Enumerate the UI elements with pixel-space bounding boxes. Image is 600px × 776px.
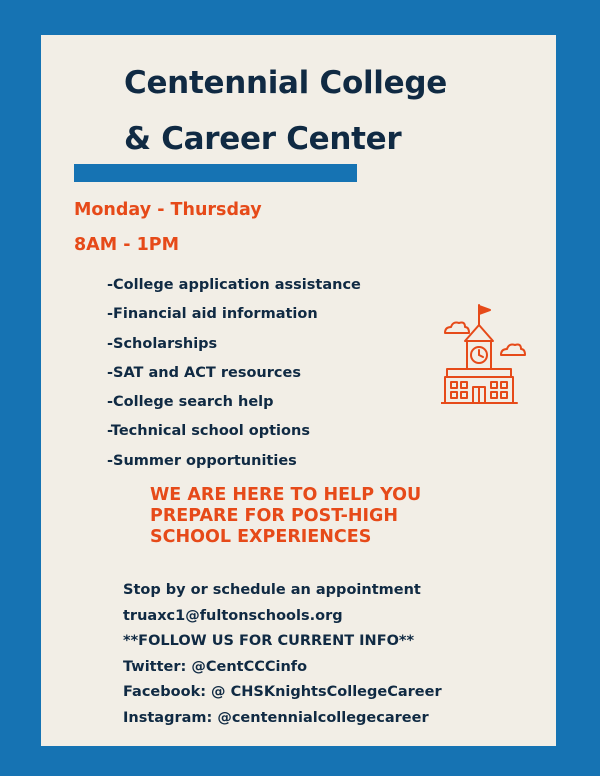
follow-note: **FOLLOW US FOR CURRENT INFO** (123, 633, 415, 649)
help-line-1: WE ARE HERE TO HELP YOU (150, 485, 422, 505)
help-line-3: SCHOOL EXPERIENCES (150, 527, 372, 547)
twitter-handle[interactable]: Twitter: @CentCCCinfo (123, 658, 308, 675)
contact-email[interactable]: truaxc1@fultonschools.org (123, 607, 343, 624)
service-item: -College application assistance (107, 277, 361, 293)
service-item: -Technical school options (107, 423, 310, 440)
flyer-card (41, 35, 556, 746)
facebook-handle[interactable]: Facebook: @ CHSKnightsCollegeCareer (123, 684, 442, 700)
service-item: -SAT and ACT resources (107, 364, 301, 381)
title-line-2: & Career Center (124, 121, 402, 157)
help-line-2: PREPARE FOR POST-HIGH (150, 506, 399, 526)
instagram-handle[interactable]: Instagram: @centennialcollegecareer (123, 709, 429, 726)
page-title (124, 55, 544, 167)
help-message (150, 485, 480, 548)
title-line-1: Centennial College (124, 65, 447, 101)
service-item: -Summer opportunities (107, 452, 297, 469)
accent-divider (74, 164, 357, 182)
schedule-days: Monday - Thursday (74, 200, 262, 220)
service-item: -College search help (107, 394, 274, 411)
service-item: -Scholarships (107, 335, 218, 352)
visit-note: Stop by or schedule an appointment (123, 582, 421, 598)
school-building-icon (441, 303, 529, 407)
contact-info (123, 578, 442, 731)
service-item: -Financial aid information (107, 306, 318, 323)
schedule-hours: 8AM - 1PM (74, 235, 179, 255)
services-list (107, 271, 361, 476)
